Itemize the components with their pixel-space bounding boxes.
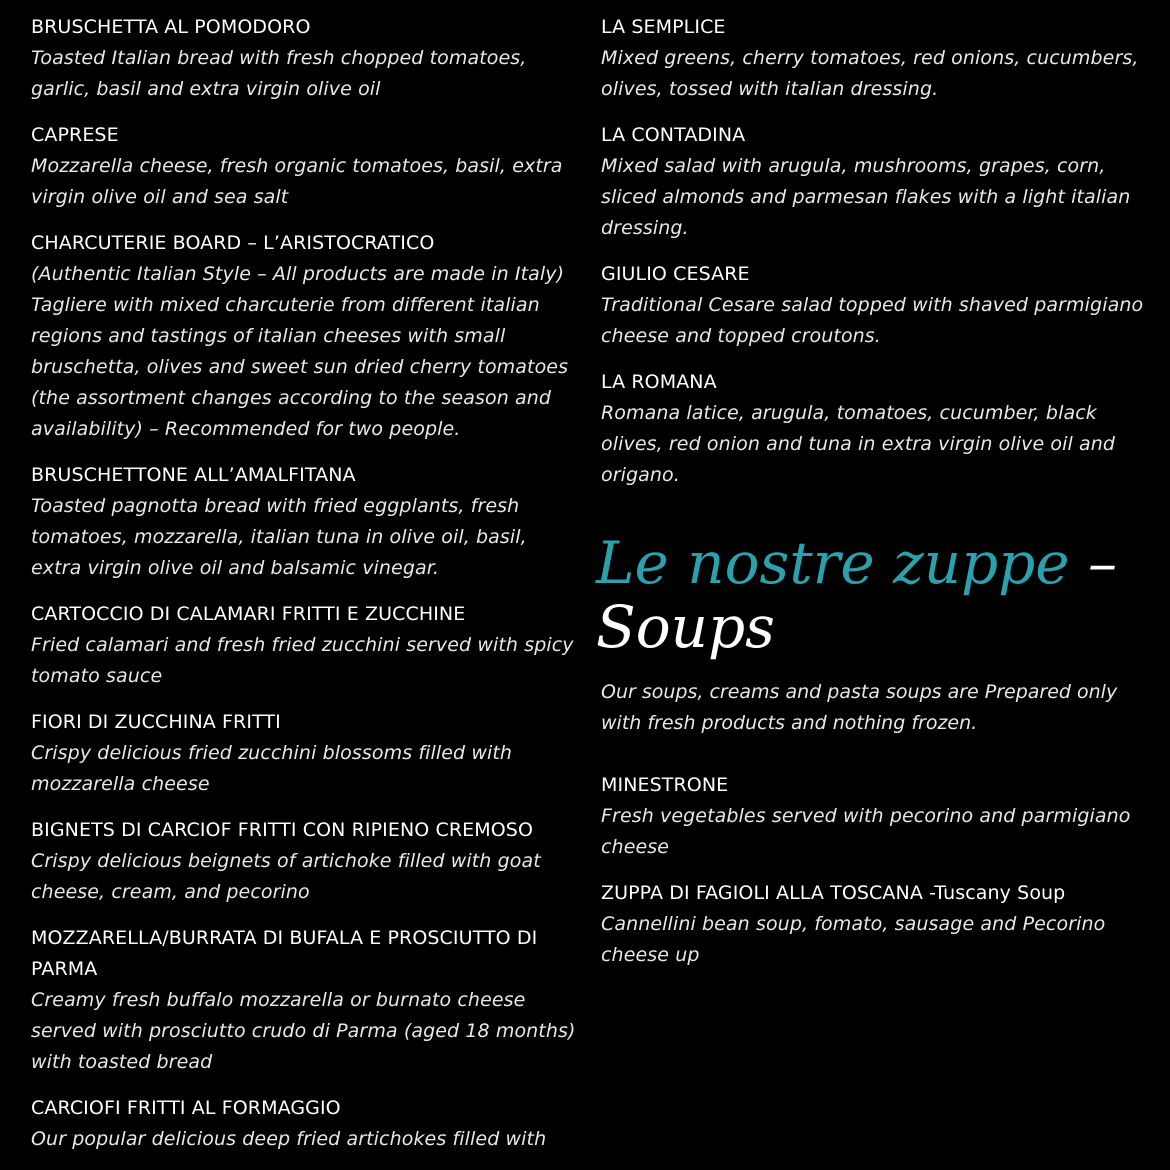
menu-item-description: Fresh vegetables served with pecorino and parmigiano cheese (601, 805, 1131, 858)
menu-item (601, 12, 1146, 105)
menu-item-description: Crispy delicious fried zucchini blossoms filled with mozzarella cheese (31, 742, 513, 795)
menu-item (601, 259, 1146, 352)
menu-item-name: FIORI DI ZUCCHINA FRITTI (31, 711, 281, 733)
menu-item-description: Toasted pagnotta bread with fried eggplants, fresh tomatoes, mozzarella, italian tuna in olive oil, basil, extra virgin olive oil and balsamic vinegar. (31, 495, 527, 579)
menu-item-description: Cannellini bean soup, fomato, sausage and Pecorino cheese up (601, 913, 1106, 966)
menu-item-name: LA SEMPLICE (601, 16, 726, 38)
menu-item-description: Toasted Italian bread with fresh chopped tomatoes, garlic, basil and extra virgin olive oil (31, 47, 527, 100)
menu-item (601, 120, 1146, 244)
menu-item (31, 460, 576, 584)
soups-heading-english: – Soups (596, 529, 1118, 661)
menu-item-name: GIULIO CESARE (601, 263, 750, 285)
menu-item-name: CHARCUTERIE BOARD – L’ARISTOCRATICO (31, 232, 435, 254)
menu-item (31, 1093, 576, 1155)
menu-item (31, 923, 576, 1078)
soups-heading-italian: Le nostre zuppe (596, 529, 1070, 597)
menu-item-description: Romana latice, arugula, tomatoes, cucumber, black olives, red onion and tuna in extra virgin olive oil and origano. (601, 402, 1116, 486)
menu-item (31, 12, 576, 105)
menu-item (31, 120, 576, 213)
menu-item-name: CARCIOFI FRITTI AL FORMAGGIO (31, 1097, 341, 1119)
menu-item-name: LA ROMANA (601, 371, 717, 393)
menu-item-description: Traditional Cesare salad topped with shaved parmigiano cheese and topped croutons. (601, 294, 1144, 347)
menu-item-name: BIGNETS DI CARCIOF FRITTI CON RIPIENO CREMOSO (31, 819, 534, 841)
menu-item-description: Crispy delicious beignets of artichoke filled with goat cheese, cream, and pecorino (31, 850, 541, 903)
menu-item (31, 707, 576, 800)
menu-item (31, 815, 576, 908)
menu-item-name: CAPRESE (31, 124, 119, 146)
menu-item-description: (Authentic Italian Style – All products are made in Italy) Tagliere with mixed charcuterie from different italian regions and tastings of italian cheeses with small bruschetta, olives and sweet sun dried cherry tomatoes (the assortment changes according to the season and availability) – Recommended for two people. (31, 263, 569, 440)
menu-item (601, 878, 1146, 971)
soups-intro: Our soups, creams and pasta soups are Prepared only with fresh products and nothing frozen. (601, 681, 1118, 734)
menu-item-description: Mixed greens, cherry tomatoes, red onions, cucumbers, olives, tossed with italian dressing. (601, 47, 1139, 100)
menu-item (31, 228, 576, 445)
menu-item (601, 367, 1146, 491)
menu-item-name: MOZZARELLA/BURRATA DI BUFALA E PROSCIUTTO DI PARMA (31, 927, 538, 980)
salads-soups-column (596, 12, 1146, 986)
antipasti-column (31, 12, 576, 1170)
menu-item-name: MINESTRONE (601, 774, 729, 796)
menu-item-description: Creamy fresh buffalo mozzarella or burnato cheese served with prosciutto crudo di Parma (aged 18 months) with toasted bread (31, 989, 576, 1073)
menu-item-description: Mozzarella cheese, fresh organic tomatoes, basil, extra virgin olive oil and sea salt (31, 155, 563, 208)
menu-item (601, 770, 1146, 863)
menu-item-name: LA CONTADINA (601, 124, 746, 146)
menu-item (31, 599, 576, 692)
menu-item-name: BRUSCHETTONE ALL’AMALFITANA (31, 464, 356, 486)
soups-section-heading (596, 531, 1146, 659)
menu-item-description: Our popular delicious deep fried artichokes filled with (31, 1128, 547, 1150)
menu-item-name: ZUPPA DI FAGIOLI ALLA TOSCANA -Tuscany Soup (601, 882, 1066, 904)
menu-item-description: Mixed salad with arugula, mushrooms, grapes, corn, sliced almonds and parmesan flakes with a light italian dressing. (601, 155, 1131, 239)
menu-item-name: CARTOCCIO DI CALAMARI FRITTI E ZUCCHINE (31, 603, 466, 625)
menu-item-description: Fried calamari and fresh fried zucchini served with spicy tomato sauce (31, 634, 574, 687)
menu-item-name: BRUSCHETTA AL POMODORO (31, 16, 311, 38)
